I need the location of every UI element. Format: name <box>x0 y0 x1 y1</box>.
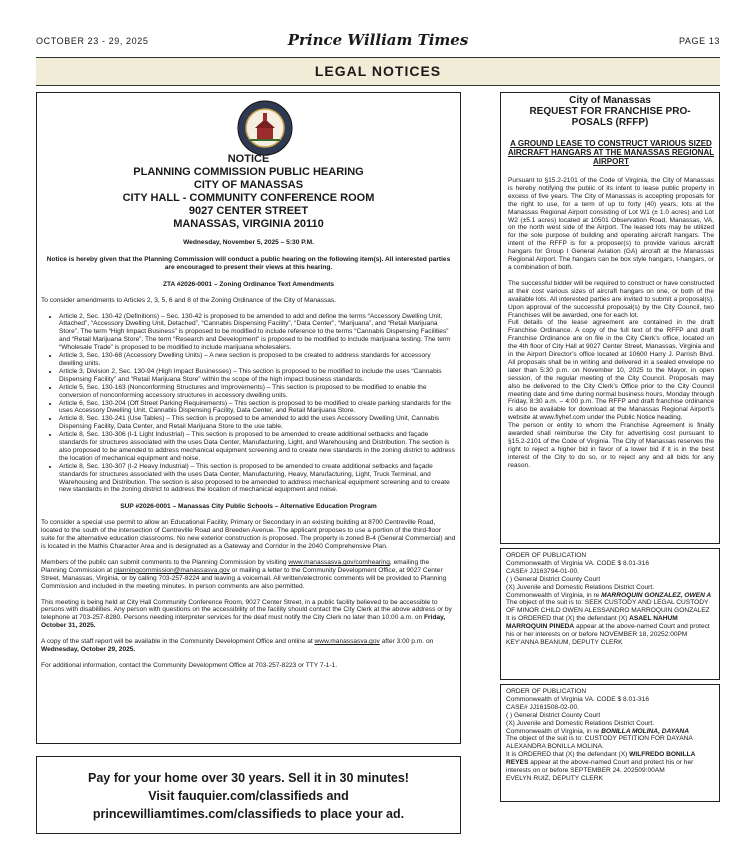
amendment-item: • Article 8, Sec. 130-307 (I-2 Heavy Industrial) – This section is proposed to be amended to create additional setbacks and façade standards for structures associated with the uses Data Center, Manufacturing, Heavy, Manufacturing, Light, Truck Terminal, and Warehousing and Distribution. The section is also proposed to be amended to address mechanical equipment screening and to create new standards in the zoning district to address the location of mechanical equipment and noise. <box>59 463 456 495</box>
rffp-notice <box>500 92 720 544</box>
zta-heading: ZTA #2026-0001 – Zoning Ordinance Text Amendments <box>162 280 335 288</box>
page-header <box>0 30 756 54</box>
rffp-paragraph: Pursuant to §15.2-2101 of the Code of Virginia, the City of Manassas is hereby notifying the public of its intent to lease public property in excess of five years. The City of Manassas is accepting proposals for the right to use, for a term of up to forty (40) years, lots at the Manassas Regional Airport consisting of Lot W1 (± 1.0 acres) and Lot W2 (±5.1 acres) located at 10501 Observation Road, Manassas, VA, on the north west side of the Airport. The leased lots may be utilized for the sole purpose of building and operating aircraft hangars. The intent of the RFFP is for a proposer(s) to provide various aircraft hangars for Group I General Aviation (GA) aircraft at the Manassas Regional Airport. The hangars can be box style hangars, t-hangars, or a combination of both. <box>508 177 714 271</box>
page-number: PAGE 13 <box>678 36 720 46</box>
planning-email-link[interactable]: planningcommission@manassasva.gov <box>113 566 230 574</box>
rffp-paragraph: The person or entity to whom the Franchise Agreement is finally awarded shall reimburse the City for advertising cost pursuant to §15.2-2101 of the Code of Virginia. The City of Manassas reserves the right to reject a higher bid in favor of a lower bid if it is in the best interest of the City to do so, or to reject any and all bids for any reason. <box>508 422 714 469</box>
sup-heading: SUP #2026-0001 – Manassas City Public Schools – Alternative Education Program <box>120 503 377 511</box>
section-banner: LEGAL NOTICES <box>36 57 720 86</box>
amendment-item: • Article 5, Sec. 130-163 (Nonconforming Structures and Improvements) – This section is proposed to be modified to enable the conversion of nonconforming accessory structures in accessory dwelling units. <box>59 384 456 400</box>
contact-info: For additional information, contact the Community Development Office at 703-257-8223 or TTY 7-1-1. <box>41 661 338 669</box>
amendment-item: • Article 2, Sec. 130-42 (Definitions) – Sec. 130-42 is proposed to be amended to add and define the terms “Accessory Dwelling Unit, Attached”, “Accessory Dwelling Unit, Detached”, “Cannabis Dispensing Facility”, “Data Center”, “Marijuana”, and “Retail Marijuana Store”. The term “High Impact Business” is proposed to be modified to include reference to the terms “Cannabis Dispensing Facilities” and “Retail Marijuana Store”. The term “Research and Development” is proposed to be modified to include marijuana testing. The term “Wholesale Trade” is proposed to be modified to include marijuana wholesalers. <box>59 313 456 353</box>
issue-date: OCTOBER 23 - 29, 2025 <box>36 36 149 46</box>
city-seal-icon <box>235 99 295 157</box>
order-of-publication-2: ORDER OF PUBLICATION Commonwealth of Virginia VA. CODE $ 8.01-316 CASE# JJ161508-02-00. ( ) General District County Court (X) Juvenile and Domestic Relations District Court. Commonwealth of Virginia, in re BONILLA MOLINA, DAYANA The object of the suit is to: CUSTODY PETITION FOR DAYANA ALEXANDRA BONILLA MOLINA. It is ORDERED that (X) the defendant (X) WILFREDO BONILLA REYES appear at the above-named Court and protect his or her interests on or before SEPTEMBER 24, 202509:00AM EVELYN RUIZ, DEPUTY CLERK <box>500 684 720 802</box>
order-of-publication-1: ORDER OF PUBLICATION Commonwealth of Virginia VA. CODE $ 8.01-316 CASE# JJ163794-01-00. ( ) General District County Court (X) Juvenile and Domestic Relations District Court. Commonwealth of Virginia, in re MARROQUIN GONZALEZ, OWEN A The object of the suit is to: SEEK CUSTODY AND LEGAL CUSTODY OF MINOR CHILD OWEN ALESSANDRO MARROQUIN GONZALEZ It is ORDERED that (X) the defendant (X) ASAEL NAHUM MARROQUIN PINEDA appear at the above-named Court and protect his or her interests on or before NOVEMBER 18, 20252:00PM KEY'ANNA BEANUM, DEPUTY CLERK <box>500 548 720 680</box>
classifieds-ad[interactable]: Pay for your home over 30 years. Sell it in 30 minutes! Visit fauquier.com/classifieds and princewilliamtimes.com/classifieds to place your ad. <box>36 756 461 834</box>
rffp-title: City of Manassas REQUEST FOR FRANCHISE PRO- POSALS (RFFP) <box>529 95 691 128</box>
amendment-item: • Article 8, Sec. 130-306 (I-1 Light Industrial) – This section is proposed to be amended to create additional setbacks and façade standards for structures associated with the uses Data Center, Manufacturing, Light, and Warehousing and Distribution. The section is also proposed to be amended to address mechanical equipment screening and to create new standards in the zoning district to address the location of mechanical equipment and noise. <box>59 431 456 463</box>
hearing-datetime: Wednesday, November 5, 2025 – 5:30 P.M. <box>183 239 314 246</box>
amendment-item: • Article 8, Sec. 130-241 (Use Tables) – This section is proposed to be amended to add the uses Accessory Dwelling Unit, Cannabis Dispensing Facility, Data Center, and Retail Marijuana Store to the use table. <box>59 415 456 431</box>
amendment-item: • Article 3, Division 2, Sec. 130-94 (High Impact Businesses) – This section is proposed to be modified to include the uses “Cannabis Dispensing Facility” and “Retail Marijuana Store” within the scope of the high impact business standards. <box>59 368 456 384</box>
rffp-subtitle: A GROUND LEASE TO CONSTRUCT VARIOUS SIZED AIRCRAFT HANGARS AT THE MANASSAS REGIONAL AIRPORT <box>507 139 715 166</box>
comment-instructions: Members of the public can submit comments to the Planning Commission by visiting www.manassasva.gov/comhearing, emailing the Planning Commission at planningcommission@manassasva.gov or mailing a letter to the Community Development Office, at 9027 Center Street, Manassas, Virginia, or by calling 703-257-8224 and leaving a voicemail. All written/electronic comments will be provided to Planning Commission and included in the meeting minutes. In person comments are also permitted. <box>41 558 447 590</box>
zta-intro: To consider amendments to Articles 2, 3, 5, 6 and 8 of the Zoning Ordinance of the City of Manassas. <box>41 296 337 304</box>
accessibility-info: This meeting is being held at City Hall Community Conference Room, 9027 Center Street, in a public facility believed to be accessible to persons with disabilities. Any person with questions on the accessibility of the facility should contact the City Clerk at the above address or by telephone at 703-257-8280. Persons needing interpreter services for the deaf must notify the City Clerk no later than 10:00 a.m. on Friday, October 31, 2025. <box>41 598 452 630</box>
amendment-item: • Article 6, Sec. 130-204 (Off Street Parking Requirements) – This section is proposed to be modified to create parking standards for the uses Accessory Dwelling Unit, Cannabis Dispensing Facility, Data Center, and Retail Marijuana Store. <box>59 400 456 416</box>
amendment-list <box>41 313 456 495</box>
masthead-logo[interactable]: Prince William Times <box>287 31 469 49</box>
rffp-paragraph: Full details of the lease agreement are contained in the draft Franchise Ordinance. A copy of the full text of the RFFP and draft Franchise Ordinance are on file in the City Clerk’s office, located on the 4th floor of City Hall at 9027 Center Street, Manassas, Virginia and in the Airport Director’s office located at 10600 Harry J. Parrish Blvd. All proposals shall be in writing and delivered in a sealed envelope no later than 5:30 p.m. on November 10, 2025 to the Mayor, in open session, of the regular meeting of the City Council. Proposals may also be delivered to the City Clerk’s Office prior to the City Council meeting date and time during normal business hours, Monday through Friday, 8:30 a.m. – 4:00 p.m. The RFFP and draft franchise ordinance is also be available for download at the Manassas Regional Airport’s website at www.flyhef.com under the Public Notice heading. <box>508 319 714 422</box>
comment-hearing-link[interactable]: www.manassasva.gov/comhearing <box>288 558 390 566</box>
notice-title: NOTICE PLANNING COMMISSION PUBLIC HEARING CITY OF MANASSAS CITY HALL - COMMUNITY CONFERENCE ROOM 9027 CENTER STREET MANASSAS, VIRGINIA 20110 <box>122 153 375 230</box>
planning-commission-notice <box>36 92 461 744</box>
amendment-item: • Article 3, Sec. 130-68 (Accessory Dwelling Units) – A new section is proposed to be created to address standards for accessory dwelling units. <box>59 352 456 368</box>
sup-body: To consider a special use permit to allow an Educational Facility, Primary or Secondary in an existing building at 8700 Centreville Road, located to the south of the intersection of Centreville Road and Breeden Avenue. The applicant proposes to use a portion of the third-floor suite for the alternative education classrooms. No new exterior construction is proposed. The property is zoned B-4 (General Commercial) and is located in the Mathis Character Area and is designated as a Gateway and Corridor in the 2040 Comprehensive Plan. <box>41 519 456 550</box>
city-website-link[interactable]: www.manassasva.gov <box>314 638 380 646</box>
rffp-paragraph: The successful bidder will be required to construct or have constructed at their cost various sizes of aircraft hangars on one, or both of the available lots. All interested parties are invited to submit a proposal(s). Upon approval of the successful proposal(s) by the City Council, two Franchises will be awarded, one for each lot. <box>508 279 714 319</box>
notice-lead: Notice is hereby given that the Planning Commission will conduct a public hearing on the following item(s). All interested parties are encouraged to present their views at this hearing. <box>46 255 451 271</box>
staff-report-info: A copy of the staff report will be available in the Community Development Office and online at www.manassasva.gov after 3:00 p.m. on Wednesday, October 29, 2025. <box>41 638 434 654</box>
